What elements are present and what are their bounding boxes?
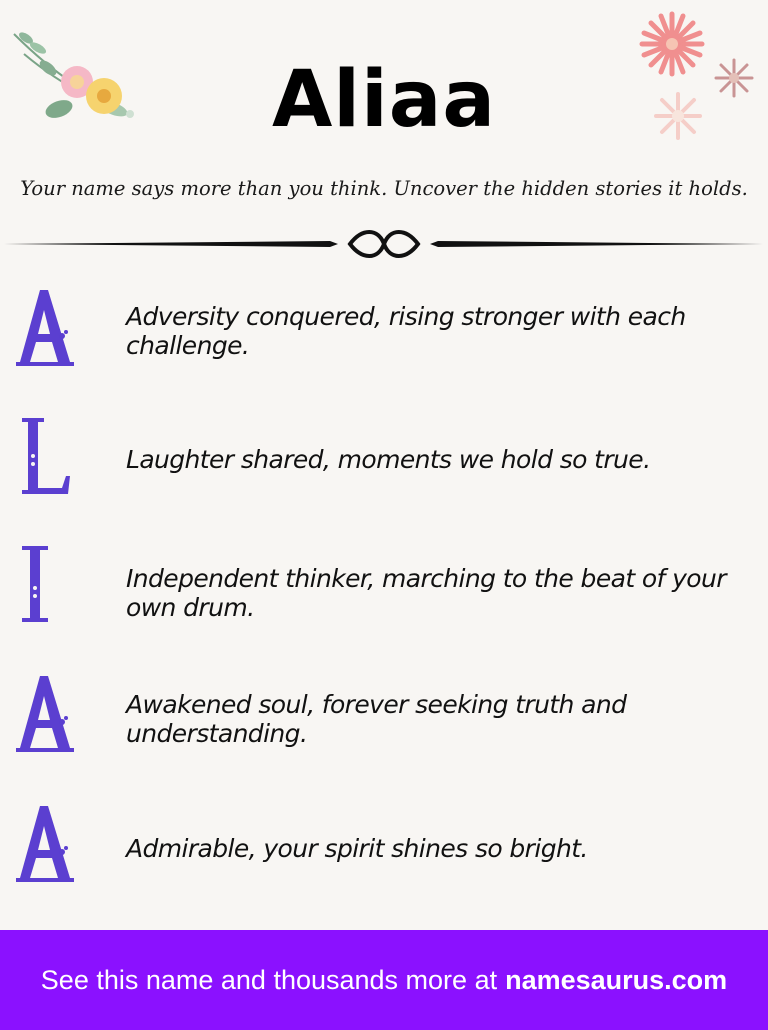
footer-site-link[interactable]: namesaurus.com	[505, 964, 728, 995]
decorative-letter-a	[14, 288, 78, 368]
decorative-letter-a	[14, 674, 78, 754]
decorative-letter-a	[14, 804, 78, 884]
letter-meaning: Independent thinker, marching to the beat of your own drum.	[126, 564, 726, 622]
footer-text: See this name and thousands more at	[40, 964, 498, 995]
decorative-letter-i	[14, 544, 78, 624]
letter-meaning: Laughter shared, moments we hold so true.	[126, 445, 651, 474]
infinity-ornament-icon	[0, 222, 768, 266]
letter-meaning: Adversity conquered, rising stronger with each challenge.	[126, 302, 686, 360]
page-subtitle: Your name says more than you think. Uncover the hidden stories it holds.	[20, 177, 748, 200]
page-title: Aliaa	[271, 55, 497, 145]
letter-meaning: Awakened soul, forever seeking truth and understanding.	[126, 690, 627, 748]
footer-banner[interactable]	[0, 930, 768, 1030]
letter-meaning: Admirable, your spirit shines so bright.	[126, 834, 588, 863]
decorative-letter-l	[14, 416, 78, 496]
